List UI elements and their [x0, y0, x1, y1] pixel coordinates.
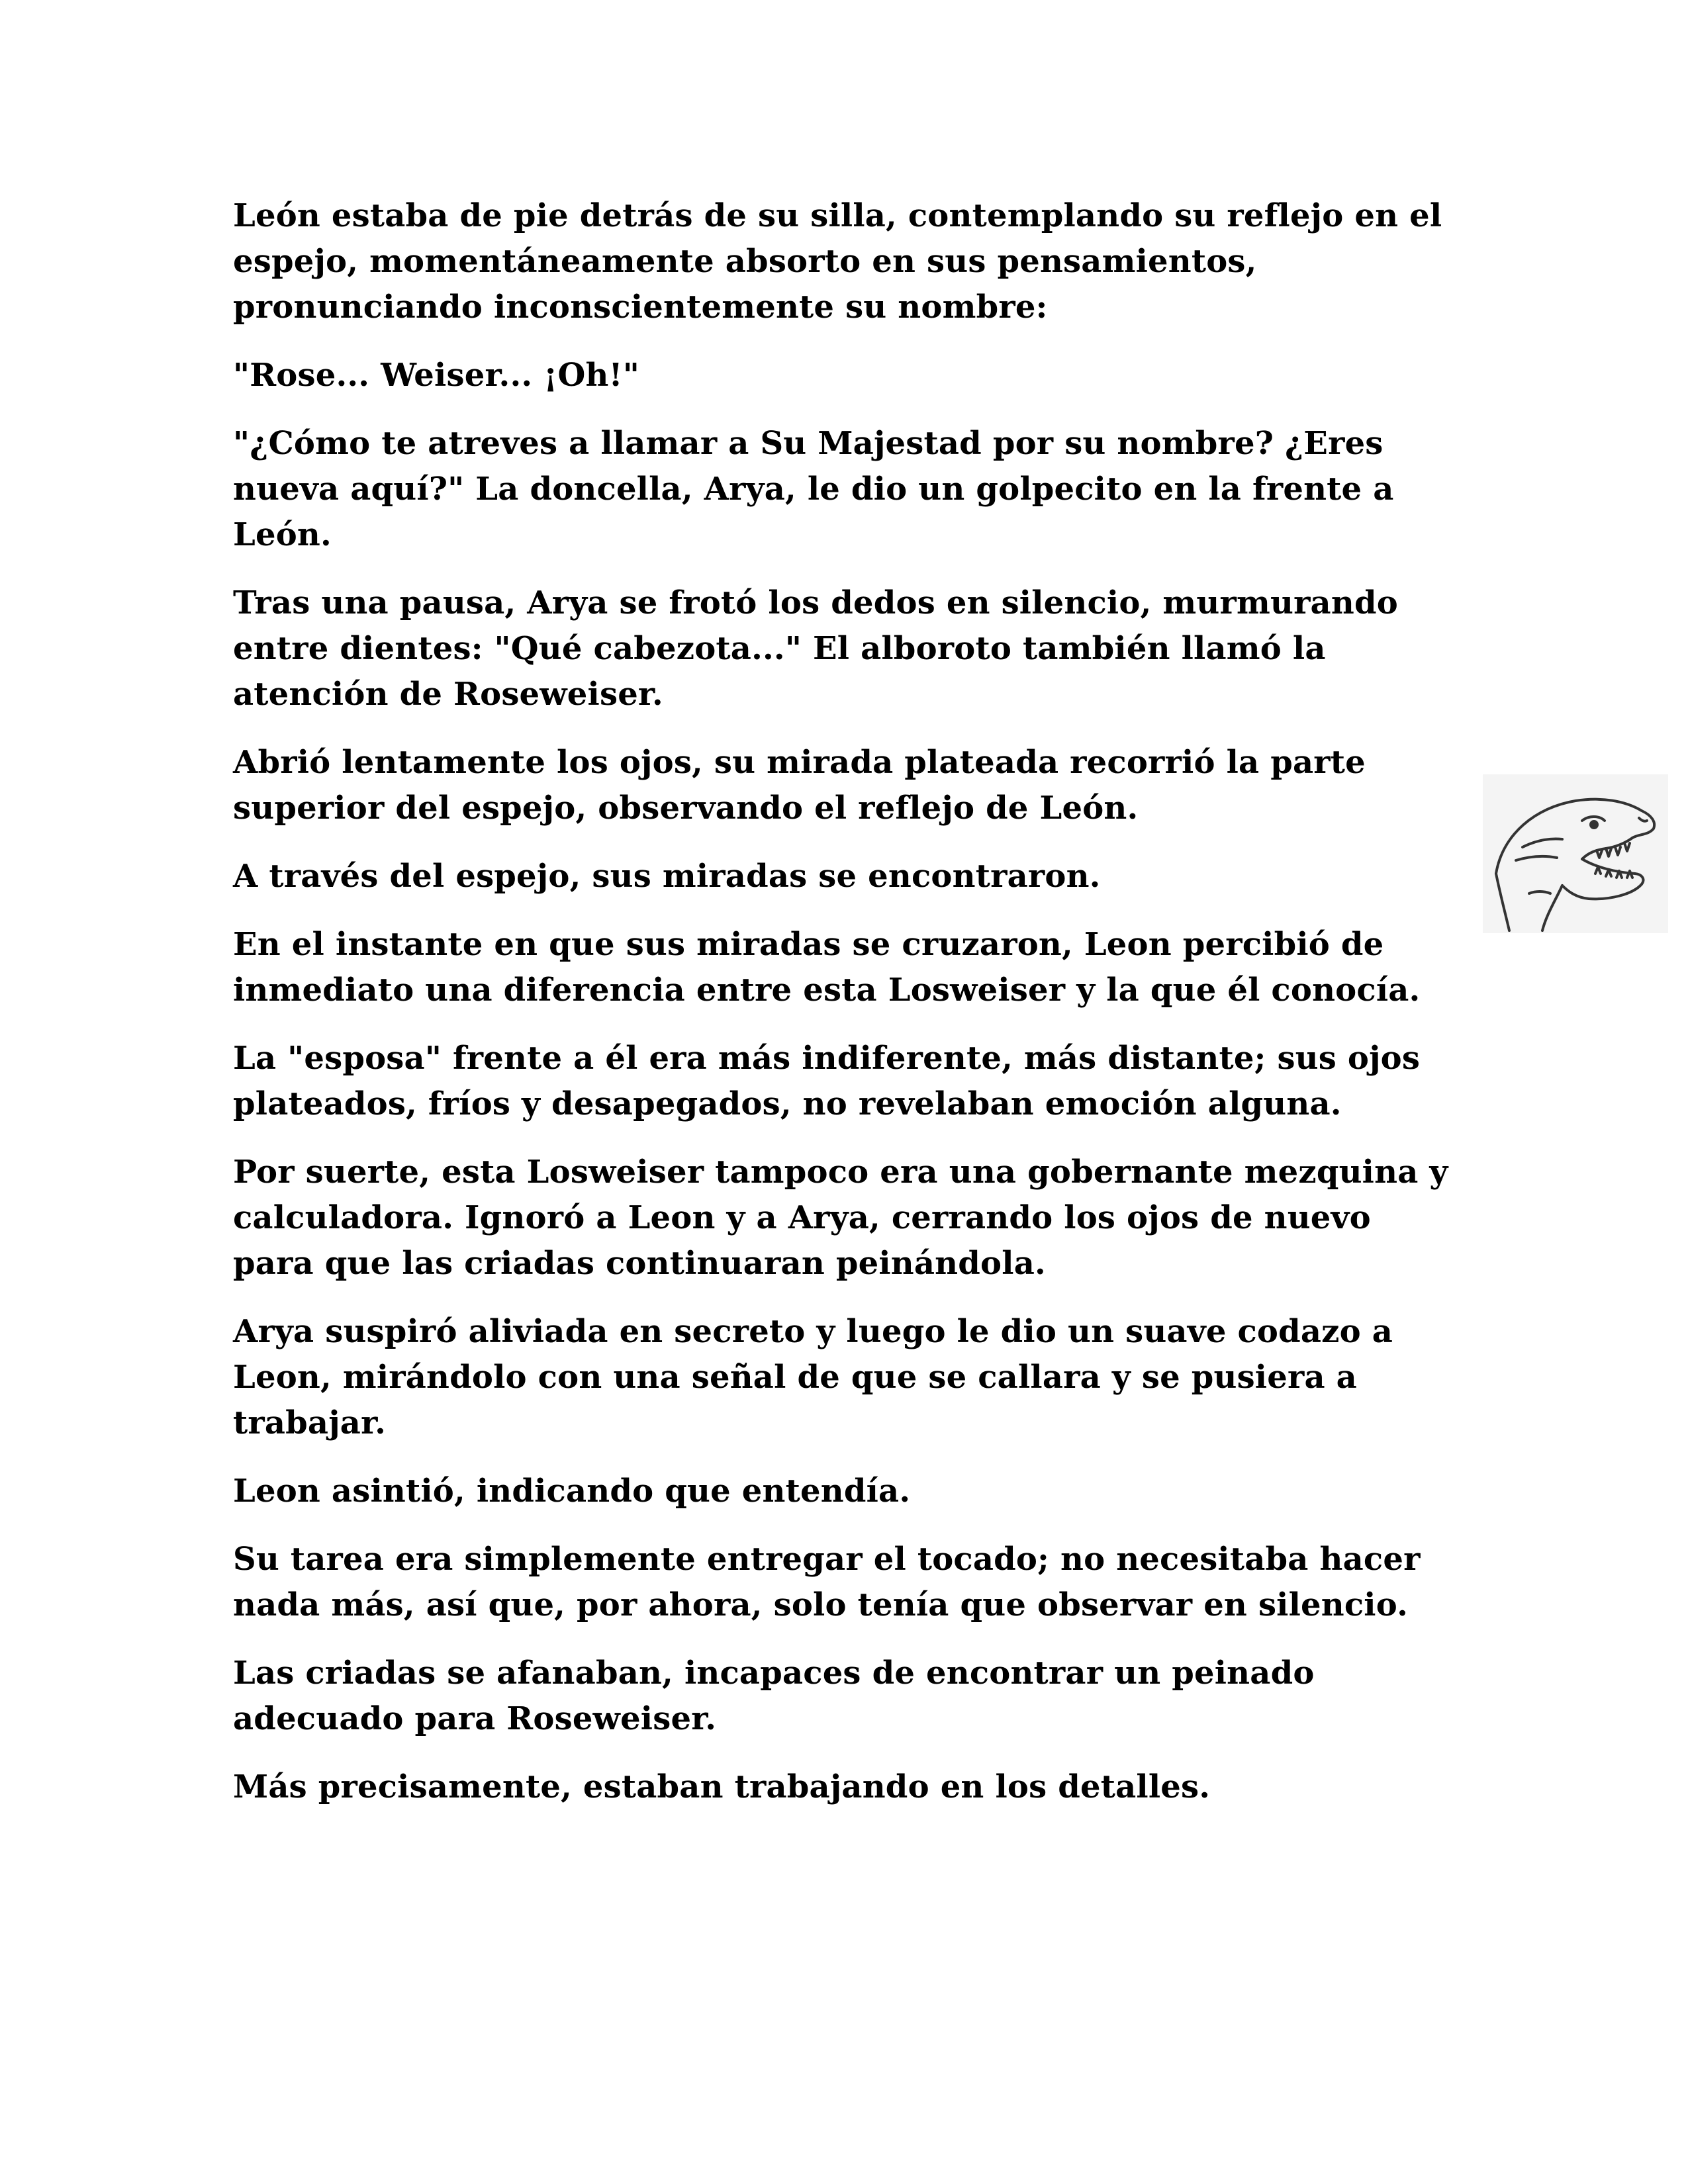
- paragraph-13: Las criadas se afanaban, incapaces de encontrar un peinado adecuado para Roseweiser.: [233, 1655, 1315, 1737]
- paragraph-6: A través del espejo, sus miradas se encontraron.: [233, 858, 1101, 895]
- paragraph-5: Abrió lentamente los ojos, su mirada plateada recorrió la parte superior del espejo, observando el reflejo de León.: [233, 744, 1366, 827]
- paragraph-12: Su tarea era simplemente entregar el tocado; no necesitaba hacer nada más, así que, por ahora, solo tenía que observar en silencio.: [233, 1541, 1421, 1623]
- paragraph-3: "¿Cómo te atreves a llamar a Su Majestad por su nombre? ¿Eres nueva aquí?" La doncella, Arya, le dio un golpecito en la frente a León.: [233, 425, 1394, 553]
- paragraph-1: León estaba de pie detrás de su silla, contemplando su reflejo en el espejo, momentáneamente absorto en sus pensamientos, pronunciando inconscientemente su nombre:: [233, 197, 1442, 326]
- paragraph-9: Por suerte, esta Losweiser tampoco era una gobernante mezquina y calculadora. Ignoró a Leon y a Arya, cerrando los ojos de nuevo para que las criadas continuaran peinándola.: [233, 1154, 1448, 1282]
- paragraph-14: Más precisamente, estaban trabajando en los detalles.: [233, 1768, 1211, 1805]
- paragraph-8: La "esposa" frente a él era más indiferente, más distante; sus ojos plateados, fríos y desapegados, no revelaban emoción alguna.: [233, 1040, 1421, 1122]
- dinosaur-head-icon: [1483, 774, 1668, 933]
- paragraph-2: "Rose... Weiser... ¡Oh!": [233, 357, 640, 394]
- paragraph-4: Tras una pausa, Arya se frotó los dedos en silencio, murmurando entre dientes: "Qué cabezota..." El alboroto también llamó la atención de Roseweiser.: [233, 584, 1398, 713]
- paragraph-10: Arya suspiró aliviada en secreto y luego le dio un suave codazo a Leon, mirándolo con una señal de que se callara y se pusiera a trabajar.: [233, 1313, 1393, 1441]
- paragraph-11: Leon asintió, indicando que entendía.: [233, 1473, 911, 1510]
- body-text: [233, 193, 1458, 1833]
- dinosaur-head-drawing: [1483, 774, 1668, 933]
- paragraph-7: En el instante en que sus miradas se cruzaron, Leon percibió de inmediato una diferencia entre esta Losweiser y la que él conocía.: [233, 926, 1421, 1009]
